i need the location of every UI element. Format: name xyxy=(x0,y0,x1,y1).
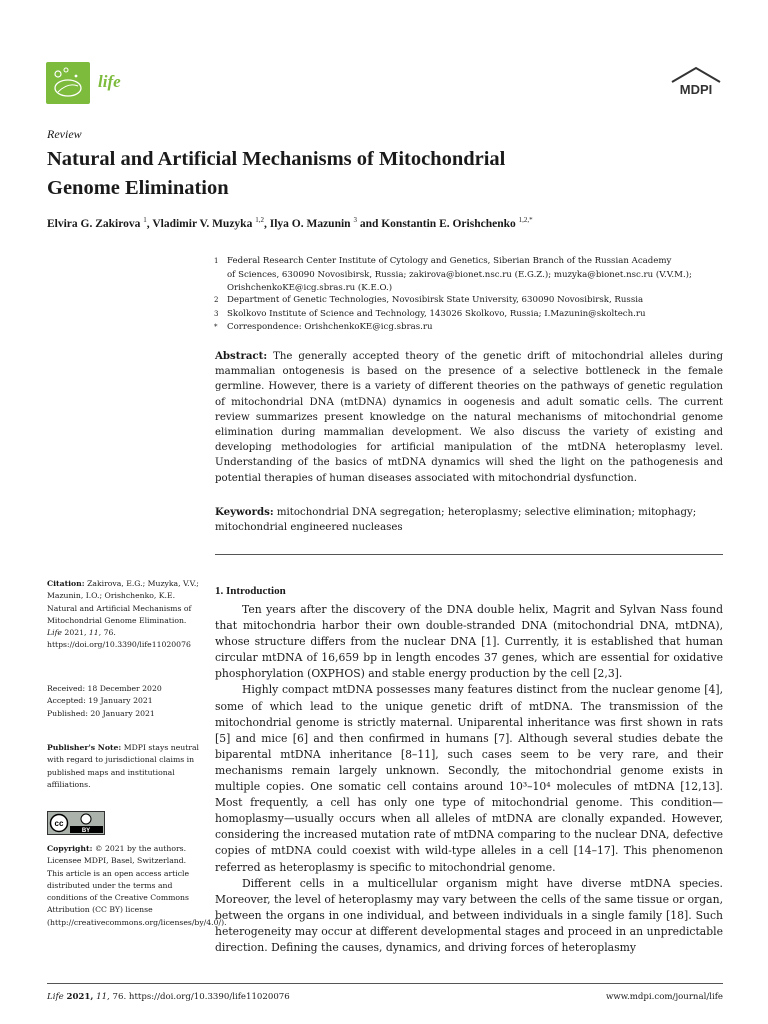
keywords-label: Keywords: xyxy=(215,506,274,518)
affiliation-2: 2 Department of Genetic Technologies, Novosibirsk State University, 630090 Novosibirsk, Russia xyxy=(214,295,644,305)
affiliation-3: 3 Skolkovo Institute of Science and Technology, 143026 Skolkovo, Russia; I.Mazunin@skoltech.ru xyxy=(214,309,646,319)
article-type: Review xyxy=(47,127,82,141)
title-line-1: Natural and Artificial Mechanisms of Mitochondrial xyxy=(47,148,506,170)
abstract xyxy=(215,349,723,486)
citation-block: Citation: Zakirova, E.G.; Muzyka, V.V.; Mazunin, I.O.; Orishchenko, K.E. Natural and Artificial Mechanisms of Mitochondrial Genome Elimination. Life 2021, 11, 76. https://doi.org/10.3390/life11020076 xyxy=(47,579,199,650)
published-date: Published: 20 January 2021 xyxy=(47,708,155,718)
cc-by-badge[interactable] xyxy=(47,811,105,835)
mdpi-logo xyxy=(668,66,724,100)
section-heading: 1. Introduction xyxy=(215,585,286,597)
divider xyxy=(215,554,723,555)
person-icon xyxy=(81,814,91,824)
paragraph: Different cells in a multicellular organism might have diverse mtDNA species. Moreover, the level of heteroplasmy may vary between the cells of the same tissue or organ, between the organs in one individual, and between individuals in a single family [18]. Such heterogeneity may occur at different developmental stages and proceed in an unpredictable direction. Defining the causes, dynamics, and driving forces of heteroplasmy xyxy=(215,876,723,954)
title-line-2: Genome Elimination xyxy=(47,177,229,199)
abstract-label: Abstract: xyxy=(215,350,268,362)
author: Elvira G. Zakirova $^1$ xyxy=(47,216,147,230)
journal-url-link[interactable]: www.mdpi.com/journal/life xyxy=(606,992,723,1002)
footer-doi-link[interactable]: 76. https://doi.org/10.3390/life11020076 xyxy=(112,992,290,1002)
abstract-text: The generally accepted theory of the genetic drift of mitochondrial alleles during mammalian ontogenesis is based on the presence of a selective bottleneck in the female germline. However, there is a variety of different theories on the pathways of genetic regulation of mitochondrial DNA (mtDNA) dynamics in oogenesis and adult somatic cells. The current review summarizes present knowledge on the natural mechanisms of mitochondrial genome elimination during mammalian development. We also discuss the variety of existing and developing methodologies for artificial manipulation of the mtDNA heteroplasmy level. Understanding of the basics of mtDNA dynamics will shed the light on the pathogenesis and potential therapies of human diseases associated with mitochondrial dysfunction. xyxy=(215,351,723,484)
author: Konstantin E. Orishchenko $^{1,2,*}$ xyxy=(381,216,533,230)
received-date: Received: 18 December 2020 xyxy=(47,684,162,693)
accepted-date: Accepted: 19 January 2021 xyxy=(47,696,153,706)
dates-block xyxy=(47,683,199,720)
journal-logo xyxy=(46,62,90,104)
author: Ilya O. Mazunin $^3$ xyxy=(269,216,357,230)
paragraph: Ten years after the discovery of the DNA double helix, Magrit and Sylvan Nass found that mitochondria harbor their own double-stranded DNA (mitochondrial DNA, mtDNA), whose structure differs from the nuclear DNA [1]. Currently, it is established that human circular mtDNA of 16,659 bp in length encodes 37 genes, which are essential for oxidative phosphorylation (OXPHOS) and stable energy production by the cell [2,3]. xyxy=(215,603,723,681)
journal-name: life xyxy=(98,72,121,91)
article-title xyxy=(47,145,707,203)
introduction-body xyxy=(215,602,723,956)
cc-icon-text: cc xyxy=(54,819,64,828)
paragraph: Highly compact mtDNA possesses many features distinct from the nuclear genome [4], some of which lead to the unique genetic drift of mtDNA. The transmission of the mitochondrial genome is strictly maternal. Uniparental inheritance was first shown in rats [5] and mice [6] and then confirmed in humans [7]. Although several studies debate the biparental mtDNA inheritance [8–11], such cases seem to be very rare, and their mechanisms remain largely unknown. Secondly, the mitochondrial genome exists in multiple copies. One somatic cell contains around 10³–10⁴ molecules of mtDNA [12,13]. Most frequently, a cell has only one type of mitochondrial genome. This condition—homoplasmy—usually occurs when all alleles of mtDNA are clonally expanded. However, considering the increased mutation rate of mtDNA comparing to the nuclear DNA, defective copies of mtDNA could coexist with wild-type alleles in a cell [14–17]. This phenomenon referred as heteroplasmy is specific to mitochondrial genome. xyxy=(215,683,723,874)
correspondence: * Correspondence: OrishchenkoKE@icg.sbras.ru xyxy=(214,322,433,332)
affiliation-1: 1 Federal Research Center Institute of Cytology and Genetics, Siberian Branch of the Russian Academy of Sciences, 630090 Novosibirsk, Russia; zakirova@bionet.nsc.ru (E.G.Z.); muzyka@bionet.nsc.ru (V.V.M.); OrishchenkoKE@icg.sbras.ru (K.E.O.) xyxy=(214,256,692,294)
footer-divider xyxy=(47,983,723,984)
author: Vladimir V. Muzyka $^{1,2}$ xyxy=(152,216,264,230)
footer-citation: Life 2021, 11, 76. https://doi.org/10.3390/life11020076 xyxy=(47,992,290,1002)
mdpi-logo-text: MDPI xyxy=(679,82,713,97)
copyright-block: Copyright: © 2021 by the authors. Licensee MDPI, Basel, Switzerland. This article is an open access article distributed under the terms and conditions of the Creative Commons Attribution (CC BY) license (http://creativecommons.org/licenses/by/4.0/). xyxy=(47,844,227,927)
keywords xyxy=(215,505,723,535)
publisher-note: Publisher's Note: MDPI stays neutral with regard to jurisdictional claims in published maps and institutional affiliations. xyxy=(47,743,199,789)
keywords-text: mitochondrial DNA segregation; heteroplasmy; selective elimination; mitophagy; mitochondrial engineered nucleases xyxy=(215,507,697,534)
author-list: Elvira G. Zakirova $^1$, Vladimir V. Muzyka $^{1,2}$, Ilya O. Mazunin $^3$ and Konstantin E. Orishchenko $^{1,2,*}$ xyxy=(47,216,533,230)
citation-doi-link[interactable]: 76. https://doi.org/10.3390/life11020076 xyxy=(47,628,191,650)
cc-by-text: BY xyxy=(81,828,91,834)
